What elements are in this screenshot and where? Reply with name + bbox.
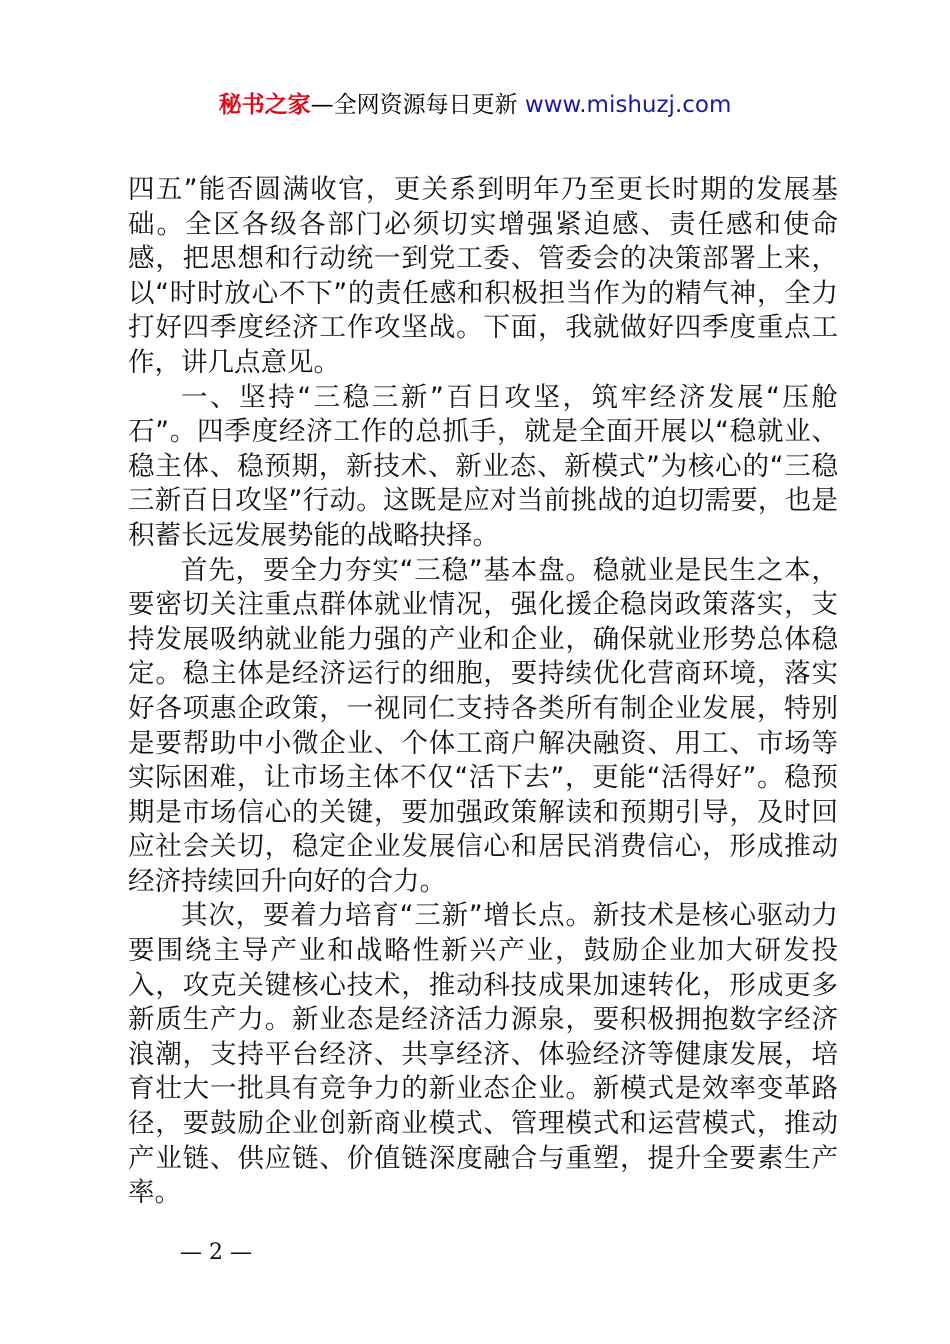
site-header bbox=[0, 88, 950, 122]
paragraph-section-one: 一、坚持“三稳三新”百日攻坚，筑牢经济发展“压舱石”。四季度经济工作的总抓手，就是全面开展以“稳就业、稳主体、稳预期，新技术、新业态、新模式”为核心的“三稳三新百日攻坚”行动。这既是应对当前挑战的迫切需要，也是积蓄长远发展势能的战略抉择。 bbox=[128, 381, 838, 551]
site-brand: 秘书之家 bbox=[218, 92, 311, 118]
site-url-link[interactable]: www.mishuzj.com bbox=[524, 92, 732, 118]
site-slogan: —全网资源每日更新 bbox=[310, 92, 525, 118]
paragraph-three-stabilities: 首先，要全力夯实“三稳”基本盘。稳就业是民生之本，要密切关注重点群体就业情况，强化援企稳岗政策落实，支持发展吸纳就业能力强的产业和企业，确保就业形势总体稳定。稳主体是经济运行的细胞，要持续优化营商环境，落实好各项惠企政策，一视同仁支持各类所有制企业发展，特别是要帮助中小微企业、个体工商户解决融资、用工、市场等实际困难，让市场主体不仅“活下去”，更能“活得好”。稳预期是市场信心的关键，要加强政策解读和预期引导，及时回应社会关切，稳定企业发展信心和居民消费信心，形成推动经济持续回升向好的合力。 bbox=[128, 554, 838, 897]
paragraph-intro: 四五”能否圆满收官，更关系到明年乃至更长时期的发展基础。全区各级各部门必须切实增强紧迫感、责任感和使命感，把思想和行动统一到党工委、管委会的决策部署上来，以“时时放心不下”的责任感和积极担当作为的精气神，全力打好四季度经济工作攻坚战。下面，我就做好四季度重点工作，讲几点意见。 bbox=[128, 174, 838, 378]
paragraph-three-new: 其次，要着力培育“三新”增长点。新技术是核心驱动力要围绕主导产业和战略性新兴产业，鼓励企业加大研发投入，攻克关键核心技术，推动科技成果加速转化，形成更多新质生产力。新业态是经济活力源泉，要积极拥抱数字经济浪潮，支持平台经济、共享经济、体验经济等健康发展，培育壮大一批具有竞争力的新业态企业。新模式是效率变革路径，要鼓励企业创新商业模式、管理模式和运营模式，推动产业链、供应链、价值链深度融合与重塑，提升全要素生产率。 bbox=[128, 900, 838, 1209]
page-number: — 2 — bbox=[180, 1240, 252, 1265]
document-body bbox=[128, 173, 838, 1211]
